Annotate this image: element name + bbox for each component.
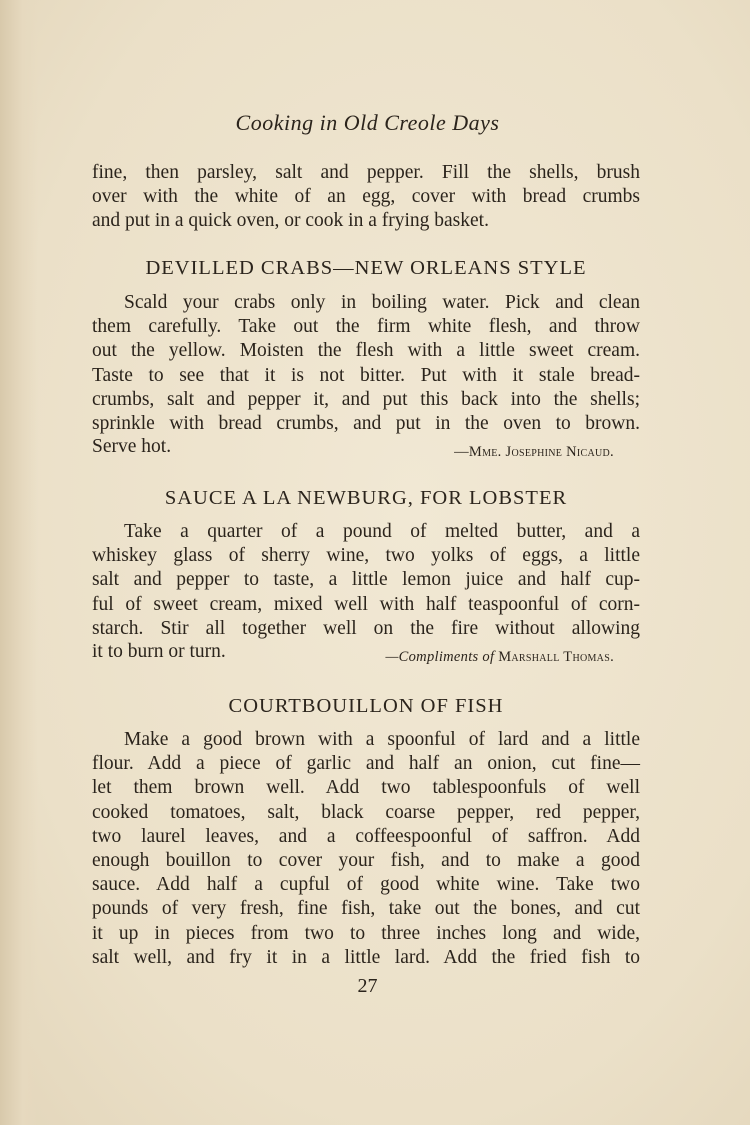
recipe-body-devilled-crabs — [92, 291, 640, 462]
text-line: and put in a quick oven, or cook in a frying basket. — [92, 210, 489, 232]
page-gutter-shadow — [0, 0, 38, 1125]
recipe-heading-courtbouillon: COURTBOUILLON OF FISH — [228, 695, 504, 717]
text-line: Serve hot. — [92, 436, 172, 458]
closing-line-row — [92, 641, 640, 667]
text-line: cooked tomatoes, salt, black coarse pepper, red pepper, — [92, 801, 640, 823]
text-line: fine, then parsley, salt and pepper. Fill the shells, brush — [92, 162, 640, 183]
text-line: out the yellow. Moisten the flesh with a little sweet cream. — [92, 340, 640, 362]
text-line: it up in pieces from two to three inches long and wide, — [92, 922, 640, 944]
text-line: flour. Add a piece of garlic and half an onion, cut fine— — [92, 753, 640, 775]
recipe-body-sauce-newburg — [92, 520, 640, 667]
text-line: Make a good brown with a spoonful of lard and a little — [124, 729, 640, 750]
recipe-body-courtbouillon — [92, 728, 640, 970]
running-head: Cooking in Old Creole Days — [235, 110, 500, 135]
text-line: Scald your crabs only in boiling water. Pick and clean — [124, 292, 640, 313]
recipe-heading-sauce-newburg: SAUCE A LA NEWBURG, FOR LOBSTER — [164, 487, 568, 509]
text-line: sauce. Add half a cupful of good white wine. Take two — [92, 874, 640, 896]
recipe-attribution — [385, 649, 614, 666]
text-line: two laurel leaves, and a coffeespoonful of saffron. Add — [92, 825, 640, 847]
closing-line-row — [92, 436, 640, 462]
text-line: starch. Stir all together well on the fire without allowing — [92, 617, 640, 639]
attribution-prefix: —Compliments of — [385, 649, 495, 666]
text-line: salt well, and fry it in a little lard. Add the fried fish to — [92, 946, 640, 968]
text-line: over with the white of an egg, cover with bread crumbs — [92, 186, 640, 208]
text-line: Taste to see that it is not bitter. Put with it stale bread- — [92, 364, 640, 386]
text-line: pounds of very fresh, fine fish, take out the bones, and cut — [92, 898, 640, 920]
text-line: whiskey glass of sherry wine, two yolks of eggs, a little — [92, 545, 640, 567]
intro-paragraph — [92, 161, 640, 234]
text-line: them carefully. Take out the firm white flesh, and throw — [92, 316, 640, 338]
text-line: crumbs, salt and pepper it, and put this back into the shells; — [92, 388, 640, 410]
text-line: let them brown well. Add two tablespoonfuls of well — [92, 777, 640, 799]
text-line: it to burn or turn. — [92, 641, 226, 663]
text-line: Take a quarter of a pound of melted butter, and a — [124, 521, 640, 542]
text-line: sprinkle with bread crumbs, and put in the oven to brown. — [92, 413, 640, 435]
page-number: 27 — [357, 975, 378, 997]
attribution-name: Marshall Thomas. — [498, 649, 614, 666]
text-line: enough bouillon to cover your fish, and to make a good — [92, 850, 640, 872]
recipe-heading-devilled-crabs: DEVILLED CRABS—NEW ORLEANS STYLE — [145, 257, 587, 279]
recipe-attribution: —Mme. Josephine Nicaud. — [454, 444, 614, 461]
text-line: ful of sweet cream, mixed well with half teaspoonful of corn- — [92, 593, 640, 615]
text-line: salt and pepper to taste, a little lemon juice and half cup- — [92, 569, 640, 591]
